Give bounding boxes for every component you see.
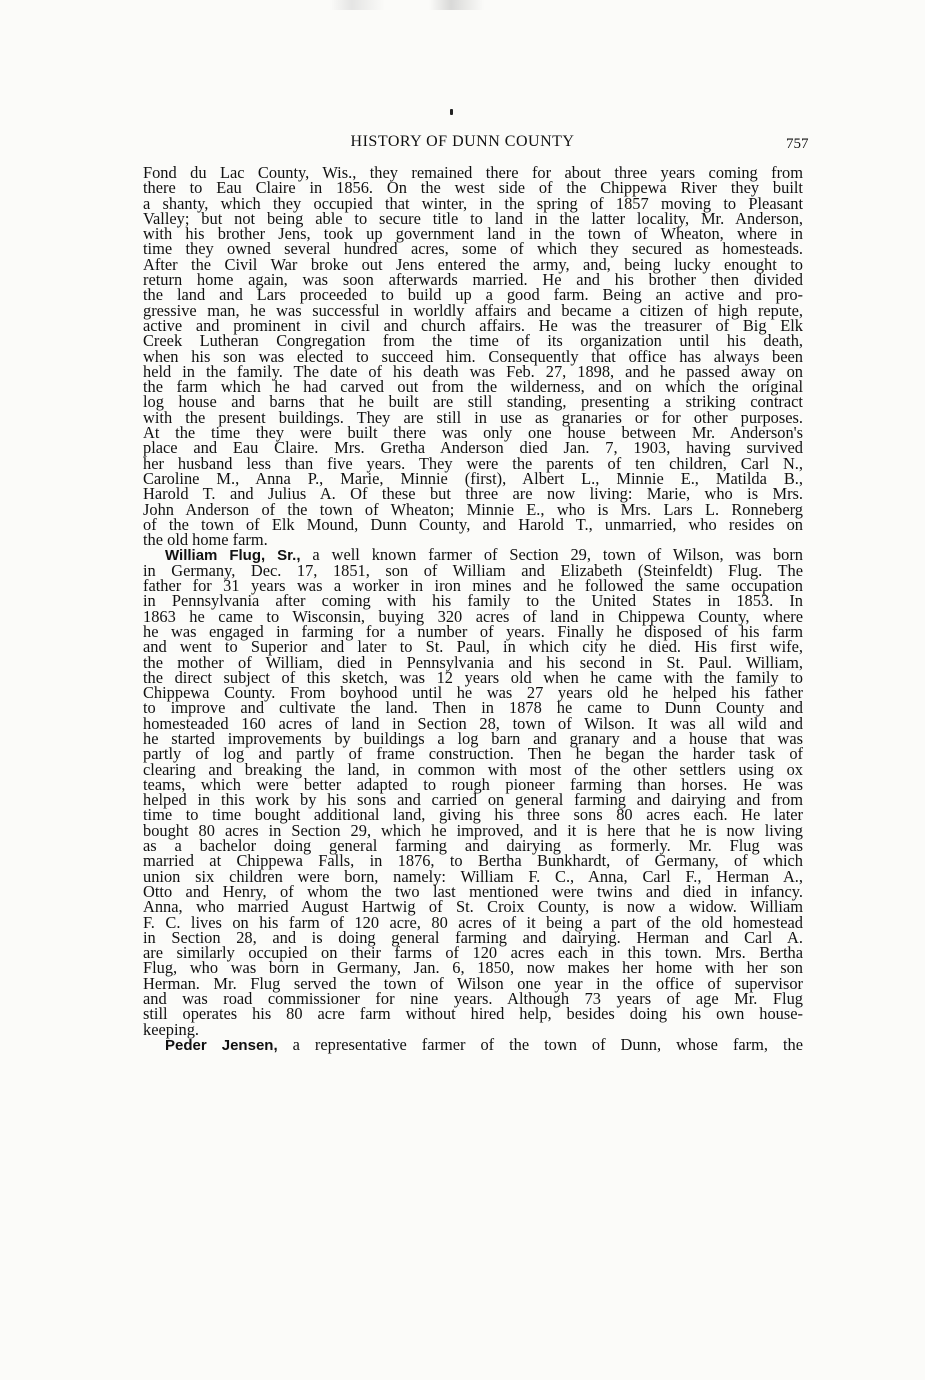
text-line: Otto and Henry, of whom the two last mentioned were twins and died in infancy. [143, 881, 803, 901]
text-line: Anna, who married August Hartwig of St. Croix County, is now a widow. William [143, 897, 803, 917]
text-line: the land and Lars proceeded to build up a good farm. Being an active and pro- [143, 285, 803, 305]
text-line: Harold T. and Julius A. Of these but three are now living: Marie, who is Mrs. [143, 484, 803, 504]
text-line: held in the family. The date of his death was Feb. 27, 1898, and he passed away on [143, 361, 803, 381]
text-line: partly of log and partly of frame construction. Then he began the harder task of [143, 744, 803, 764]
text-line: keeping. [143, 1019, 199, 1039]
text-line: are similarly occupied on their farms of 120 acres each in this town. Mrs. Bertha [143, 943, 803, 963]
text-line: married at Chippewa Falls, in 1876, to Bertha Bunkhardt, of Germany, of which [143, 851, 803, 871]
text-line: he started improvements by buildings a log barn and granary and a house that was [143, 728, 803, 748]
text-line: Valley; but not being able to secure title to land in the latter locality, Mr. Anderson, [143, 208, 803, 228]
text-line: the farm which he had carved out from the wilderness, and on which the original [143, 377, 803, 397]
page-number: 757 [786, 136, 809, 152]
text-line: and went to Superior and later to St. Paul, in which city he died. His first wife, [143, 637, 803, 657]
text-line: gressive man, he was successful in worldly affairs and became a citizen of high repute, [143, 300, 803, 320]
text-line: the old home farm. [143, 530, 268, 550]
text-line: Chippewa County. From boyhood until he was 27 years old he helped his father [143, 683, 803, 703]
text-line: 1863 he came to Wisconsin, buying 320 acres of land in Chippewa County, where [143, 606, 803, 626]
text-line: in Germany, Dec. 17, 1851, son of William and Elizabeth (Steinfeldt) Flug. The [143, 560, 803, 580]
text-line: there to Eau Claire in 1856. On the west side of the Chippewa River they built [143, 178, 803, 198]
text-line: father for 31 years was a worker in iron mines and he followed the same occupation [143, 576, 803, 596]
text-line: her husband less than five years. They were the parents of ten children, Carl N., [143, 453, 803, 473]
text-line: Creek Lutheran Congregation from the time of its organization until his death, [143, 331, 803, 351]
running-header: HISTORY OF DUNN COUNTY [350, 133, 575, 150]
text-line: teams, which were better adapted to rough pioneer farming than horses. He was [143, 774, 803, 794]
text-line: still operates his 80 acre farm without hired help, besides doing his own house- [143, 1004, 803, 1024]
text-line: homesteaded 160 acres of land in Section 28, town of Wilson. It was all wild and [143, 713, 803, 733]
text-line: with his brother Jens, took up government land in the town of Wheaton, where in [143, 224, 803, 244]
text-line: with the present buildings. They are still in use as granaries or for other purposes. [143, 407, 803, 427]
text-line: of the town of Elk Mound, Dunn County, and Harold T., unmarried, who resides on [143, 514, 803, 534]
text-line: time they owned several hundred acres, some of which they secured as homesteads. [143, 239, 803, 259]
paragraph [143, 163, 803, 550]
paragraph [143, 547, 803, 1037]
text-line: Peder Jensen, a representative farmer of the town of Dunn, whose farm, the [165, 1034, 803, 1054]
text-line: the direct subject of this sketch, was 12 years old when he came with the family to [143, 667, 803, 687]
text-line: Flug, who was born in Germany, Jan. 6, 1850, now makes her home with her son [143, 958, 803, 978]
text-line: a shanty, which they occupied that winter, in the spring of 1857 moving to Pleasant [143, 193, 803, 213]
text-line: F. C. lives on his farm of 120 acre, 80 acres of it being a part of the old homestead [143, 912, 803, 932]
text-line: active and prominent in civil and church affairs. He was the treasurer of Big Elk [143, 315, 803, 335]
text-line: the mother of William, died in Pennsylvania and his second in St. Paul. William, [143, 652, 803, 672]
text-line: place and Eau Claire. Mrs. Gretha Anderson died Jan. 7, 1903, having survived [143, 438, 803, 458]
text-line: time to time bought additional land, giving his three sons 80 acres each. He later [143, 805, 803, 825]
text-line: as a bachelor doing general farming and dairying as formerly. Mr. Flug was [143, 836, 803, 856]
text-line: Caroline M., Anna P., Marie, Minnie (first), Albert L., Minnie E., Matilda B., [143, 468, 803, 488]
text-line: John Anderson of the town of Wheaton; Minnie E., who is Mrs. Lars L. Ronneberg [143, 499, 803, 519]
entry-name: Peder Jensen, [165, 1036, 278, 1054]
entry-name: William Flug, Sr., [165, 547, 301, 565]
text-line: in Section 28, and is doing general farming and dairying. Herman and Carl A. [143, 927, 803, 947]
scan-artifact [330, 0, 550, 10]
text-line: Herman. Mr. Flug served the town of Wilson one year in the office of supervisor [143, 973, 803, 993]
text-line: helped in this work by his sons and carried on general farming and dairying and from [143, 790, 803, 810]
text-line: in Pennsylvania after coming with his family to the United States in 1853. In [143, 591, 803, 611]
text-line: return home again, was soon afterwards married. He and his brother then divided [143, 270, 803, 290]
paragraph [143, 1034, 803, 1054]
text-line: when his son was elected to succeed him. Consequently that office has always been [143, 346, 803, 366]
text-line: After the Civil War broke out Jens entered the army, and, being lucky enought to [143, 254, 803, 274]
text-line: union six children were born, namely: William F. C., Anna, Carl F., Herman A., [143, 866, 803, 886]
text-line: log house and barns that he built are still standing, presenting a striking contract [143, 392, 803, 412]
text-line: to improve and cultivate the land. Then in 1878 he came to Dunn County and [143, 698, 803, 718]
text-line: bought 80 acres in Section 29, which he improved, and it is here that he is now living [143, 820, 803, 840]
text-line: and was road commissioner for nine years. Although 73 years of age Mr. Flug [143, 989, 803, 1009]
ink-mark [450, 109, 453, 115]
text-line: Fond du Lac County, Wis., they remained there for about three years coming from [143, 163, 803, 182]
text-line: At the time they were built there was only one house between Mr. Anderson's [143, 423, 803, 443]
text-line: he was engaged in farming for a number of years. Finally he disposed of his farm [143, 621, 803, 641]
body-text [143, 165, 803, 1052]
text-line: William Flug, Sr., a well known farmer of Section 29, town of Wilson, was born [165, 545, 803, 565]
text-line: clearing and breaking the land, in common with most of the other settlers using ox [143, 759, 803, 779]
